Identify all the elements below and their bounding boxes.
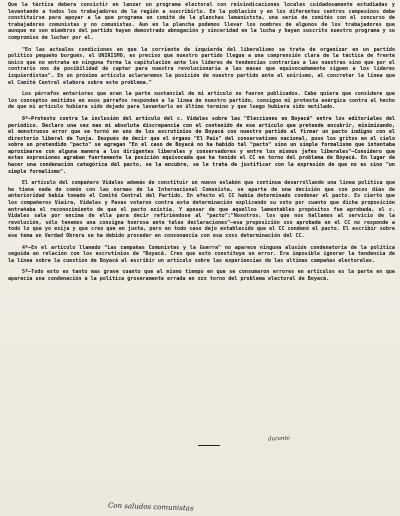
strikethrough-mark xyxy=(198,445,220,446)
paragraph-point-4: 4º—En el artículo llamado "Las campañas Comunistas y la Guerra" no aparece ninguna alusión condenatoria de la política seguida en relación con los escrutinios de "Boyacá. Creo que esto constituye un error. Era imposible ignorar la tendencia de la línea sobre la cuestión de Boyacá al escribir un artículo sobre las experiencias de las ultimas campañas electorales. xyxy=(8,244,399,264)
handwritten-insert: durante xyxy=(267,435,291,443)
handwritten-closing: Con saludos comunistas xyxy=(107,501,194,513)
paragraph-protest-mutilation: Los párrafos anteriores que eran la parte sustancial de mi artículo no fueron publicados. Cabe quiera que considere que los conceptos emitidos en esos párrafos responden a la línea de nuestro partido, consigno mi protesta enérgica contra el hecho de que mi artículo hubiera sido dejado para levantarlo en último termino y que luego hubiera sido mutilado. xyxy=(8,91,399,111)
paragraph-point-3: 8º—Protesto contra la inclusión del artículo del c. Vidales sobre las "Elecciones en Boyacá" entre los editoriales del periódico. Declaro una vez mas mi absoluta discrepancia con el contenido de ese artículo que pretende encubrir, minimizando, el monstruoso error que se tornó en uno de los escrutinios de Boyacá con nuestro partido al firmar un pacto indigno con el directorio liberal de Tunja. Después de decir que el órgano "El País" del conservatismo nacional, puso los gritos en el cielo sobre un pretendido "pacto" se agregan "En el caso de Boyacá no ha habido tal "pacto" sino un simple formalismo que intentaba aproximarse con alguna manera a los dirigentes liberales y conservadores y entre los mismos jefes liberales"—Considero que estas expresiones agraban fuertemente la posición equivocada que ha tenido el CC en torno del problema de Boyacá. En lugar de hacer una condenación categórica del pacto, se la encubre, se le trata de justificar con la expresión de que no es sino "un simple formalismo". xyxy=(8,115,399,175)
paragraph-unirismo-quote: "En las actuales condiciones en que la corriente de izquierda del liberalismo se trata de organizar en un partido político pequeño burgués, el UNIRISMO, es preciso que nuestro partido llegue a una comprensión clara de la táctica de frente único que no entraña en ninguna forma la capitulación ante los líderes de tendencias contrarias a las nuestras sino que por el contrario nos da posibilidad de captar para nuestra revolucionaria a las masas que equivocadamente siguen a los líderes izquierdistas". En un próximo artículo aclararemos la posición de nuestro partido ante el unirismo, al concretar la línea que el Comité Central elabora sobre este problema." xyxy=(8,46,399,86)
paragraph-point-5: 5º—Todo esto es tanto mas grave cuanto que al mismo tiempo en que se consumaron errores en artículos es la parte en que aparecía una condenación a la política groseramente errada en xxx torno del problema electoral de Boyacá. xyxy=(8,269,399,282)
paragraph-program: Que la táctica debera consistir en lanzar un programa electoral con reivindicaciones locales cuidadosamente estudiadas y levantando a todos los trabajadores de la región a suscribirlo. En la población y en los diferentes centros campesinos debe constituirse para apoyar a la que programa un comité de la planchas lemaniststa, una serie de comités con el concurso de trabajadores comunistas y no comunistas. Aun en la plancha podemos llevar los nombres de algunos de los trabajadores que aunque no son miembros del partido hayan demostrado abnegación y sinceridad en la lucha y hayan suscrito nuestro programa y su compromiso de luchar por el. xyxy=(8,2,399,41)
paragraph-vidales-article: El artículo del compañero Vidales además de constituir un nuevo eslabón que continua desarrollando una línea política que he tiene nada de común con las normas de la Internacional Comunista, se aparta de una decisión que con pocos días de anterioridad había tomado el Comité Central del Partido. En efecto el CC había determinado condenar el pacto. Es cierto que los compañeros Vieira, Vidales y Pavas votaron contra esta determinación explicando su voto por cuanto que dicha proposición entrañaba el reconocimiento de que el pacto existía. Y apesar de que aquellos lamentables propósitos fue aprobada, el c. Vidales sale por encima de ella para decir refiriéndose al "pacto":"Nosotros, los que nos hallamos al servicio de la revolución, sólo tenemos una consigna honrosa ante tales declaraciones"—esa proposición xxx aprobada en el CC no responde a todo lo que yo exija y que creo que en justa, pero en todo caso dejo establecido que el CC condenó el pacto. El escribir sobre ese tema en Verdad Obrera se ha debido proceder en consonancia con esa xxxx determinación del CC. xyxy=(8,180,399,239)
